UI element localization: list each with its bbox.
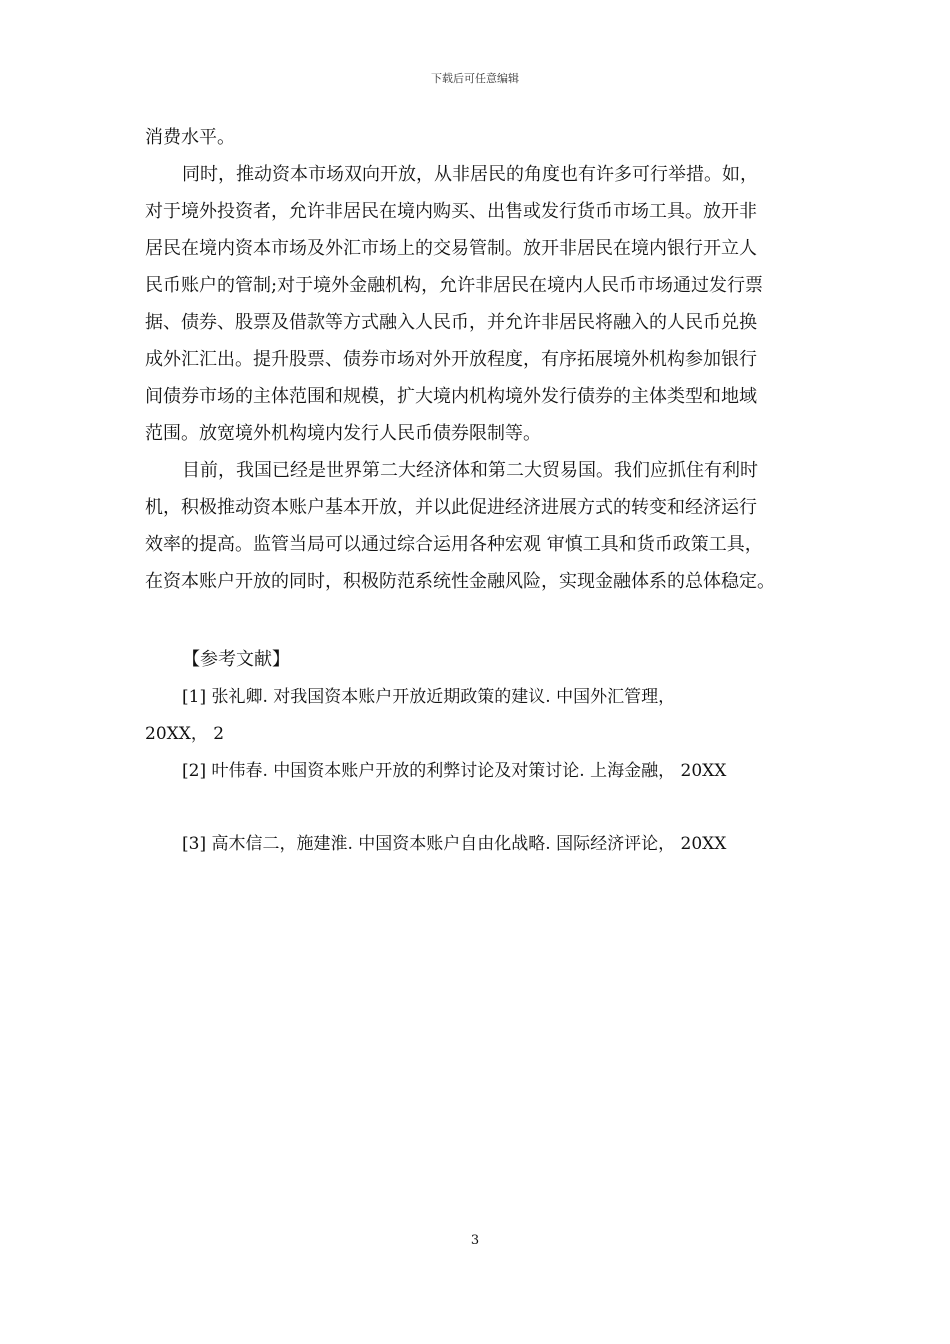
- body-line: 民币账户的管制;对于境外金融机构，允许非居民在境内人民币市场通过发行票: [145, 275, 764, 296]
- body-line: 成外汇汇出。提升股票、债券市场对外开放程度，有序拓展境外机构参加银行: [145, 349, 757, 370]
- body-line: 效率的提高。监管当局可以通过综合运用各种宏观 审慎工具和货币政策工具，: [145, 534, 763, 555]
- body-line: 同时，推动资本市场双向开放，从非居民的角度也有许多可行举措。如，: [182, 164, 758, 185]
- page-number: 3: [470, 1233, 480, 1248]
- body-line: 范围。放宽境外机构境内发行人民币债券限制等。: [145, 423, 541, 444]
- body-line: 消费水平。: [145, 127, 235, 148]
- body-line: 间债券市场的主体范围和规模，扩大境内机构境外发行债券的主体类型和地域: [145, 386, 757, 407]
- body-line: 居民在境内资本市场及外汇市场上的交易管制。放开非居民在境内银行开立人: [145, 238, 757, 259]
- reference-item: [1] 张礼卿. 对我国资本账户开放近期政策的建议. 中国外汇管理，: [182, 687, 676, 707]
- reference-item: 20XX， 2: [145, 724, 225, 744]
- reference-item: [2] 叶伟春. 中国资本账户开放的利弊讨论及对策讨论. 上海金融， 20XX: [182, 761, 727, 781]
- page-header-note: 下载后可任意编辑: [431, 72, 519, 85]
- body-line: 对于境外投资者，允许非居民在境内购买、出售或发行货币市场工具。放开非: [145, 201, 757, 222]
- body-line: 据、债券、股票及借款等方式融入人民币，并允许非居民将融入的人民币兑换: [145, 312, 757, 333]
- body-line: 机，积极推动资本账户基本开放，并以此促进经济进展方式的转变和经济运行: [145, 497, 757, 518]
- body-line: 目前，我国已经是世界第二大经济体和第二大贸易国。我们应抓住有利时: [182, 460, 758, 481]
- reference-item: [3] 高木信二，施建淮. 中国资本账户自由化战略. 国际经济评论， 20XX: [182, 834, 727, 854]
- references-heading: 【参考文献】: [182, 649, 290, 670]
- body-line: 在资本账户开放的同时，积极防范系统性金融风险，实现金融体系的总体稳定。: [145, 571, 775, 592]
